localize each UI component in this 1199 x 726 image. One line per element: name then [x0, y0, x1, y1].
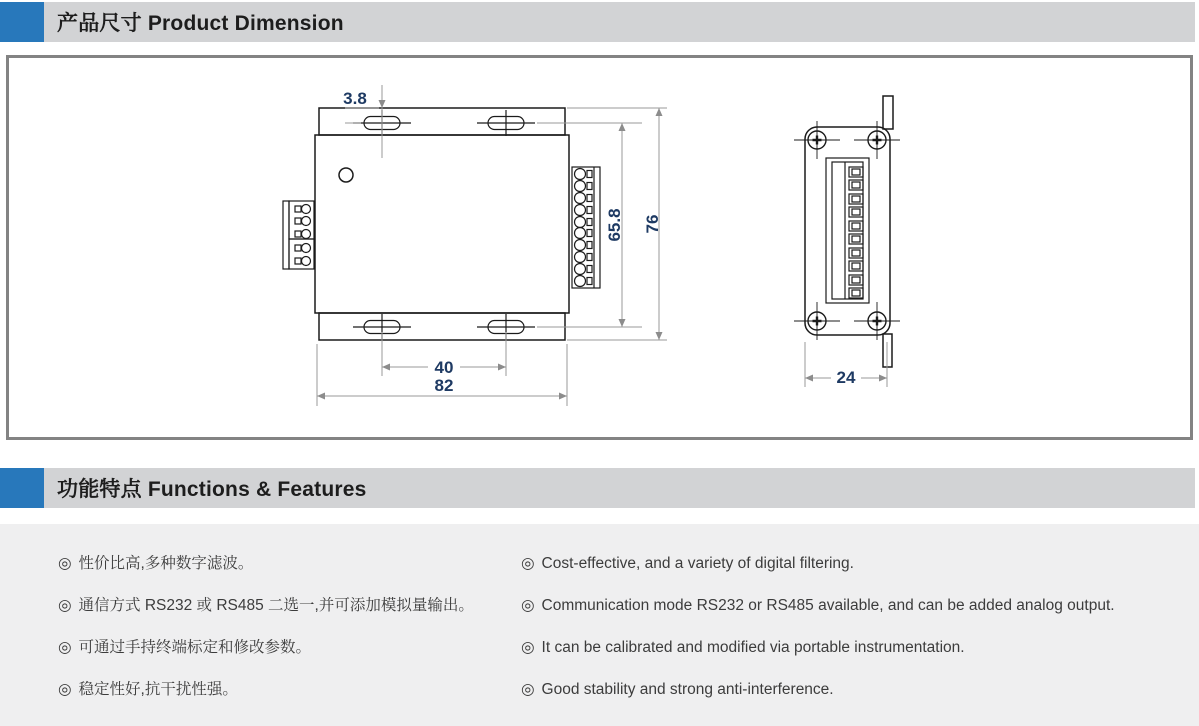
- section-marker-icon: [0, 468, 44, 508]
- bullet-icon: ◎: [58, 681, 72, 698]
- bullet-icon: ◎: [521, 597, 535, 614]
- bullet-icon: ◎: [521, 639, 535, 656]
- feature-item: [58, 637, 474, 658]
- dim-overall-width-label: 82: [434, 376, 454, 395]
- bullet-icon: ◎: [58, 597, 72, 614]
- feature-item: [58, 679, 474, 700]
- feature-item: [58, 553, 474, 574]
- right-terminal-strip: [572, 167, 600, 288]
- feature-item: [58, 595, 474, 616]
- bullet-icon: ◎: [521, 555, 535, 572]
- feature-item: [521, 679, 1115, 700]
- features-list-en: [521, 553, 1115, 721]
- feature-text: Good stability and strong anti-interference.: [541, 681, 834, 698]
- indicator-hole: [339, 168, 353, 182]
- dim-hole-pitch-v-label: 65.8: [605, 208, 624, 242]
- feature-text: 通信方式 RS232 或 RS485 二选一,并可添加模拟量输出。: [78, 597, 474, 614]
- top-mounting-flange: [319, 108, 565, 135]
- feature-item: [521, 553, 1115, 574]
- features-panel: [0, 524, 1199, 726]
- bullet-icon: ◎: [521, 681, 535, 698]
- mounting-slot: [477, 110, 535, 136]
- feature-item: [521, 637, 1115, 658]
- product-dimension-drawing: [9, 58, 1184, 431]
- device-body: [315, 135, 569, 313]
- dimension-drawing-panel: [6, 55, 1193, 440]
- feature-text: It can be calibrated and modified via portable instrumentation.: [541, 639, 965, 656]
- bullet-icon: ◎: [58, 639, 72, 656]
- feature-text: 性价比高,多种数字滤波。: [78, 555, 254, 572]
- front-view-drawing: [283, 108, 600, 340]
- section-marker-icon: [0, 2, 44, 42]
- top-clip-tab: [883, 96, 893, 129]
- bullet-icon: ◎: [58, 555, 72, 572]
- section-header-features: [0, 468, 1195, 508]
- feature-text: 稳定性好,抗干扰性强。: [78, 681, 238, 698]
- dim-hole-pitch-h-label: 40: [434, 358, 454, 377]
- dimension-lines: [317, 85, 887, 406]
- dim-side-width-label: 24: [836, 368, 856, 387]
- feature-text: Communication mode RS232 or RS485 available, and can be added analog output.: [541, 597, 1115, 614]
- dim-overall-height-label: 76: [643, 214, 662, 234]
- side-terminal-connector: [826, 158, 869, 303]
- feature-text: Cost-effective, and a variety of digital filtering.: [541, 555, 854, 572]
- dim-flange-offset-label: 3.8: [343, 89, 367, 108]
- left-terminal-block: [283, 201, 314, 269]
- section-title-features: 功能特点 Functions & Features: [57, 478, 367, 501]
- features-list-zh: [58, 553, 474, 721]
- section-title-dimension: 产品尺寸 Product Dimension: [57, 12, 344, 35]
- feature-item: [521, 595, 1115, 616]
- feature-text: 可通过手持终端标定和修改参数。: [78, 639, 312, 656]
- dimension-arrows: [317, 100, 887, 400]
- side-view-drawing: [794, 96, 900, 367]
- section-header-dimension: [0, 2, 1195, 42]
